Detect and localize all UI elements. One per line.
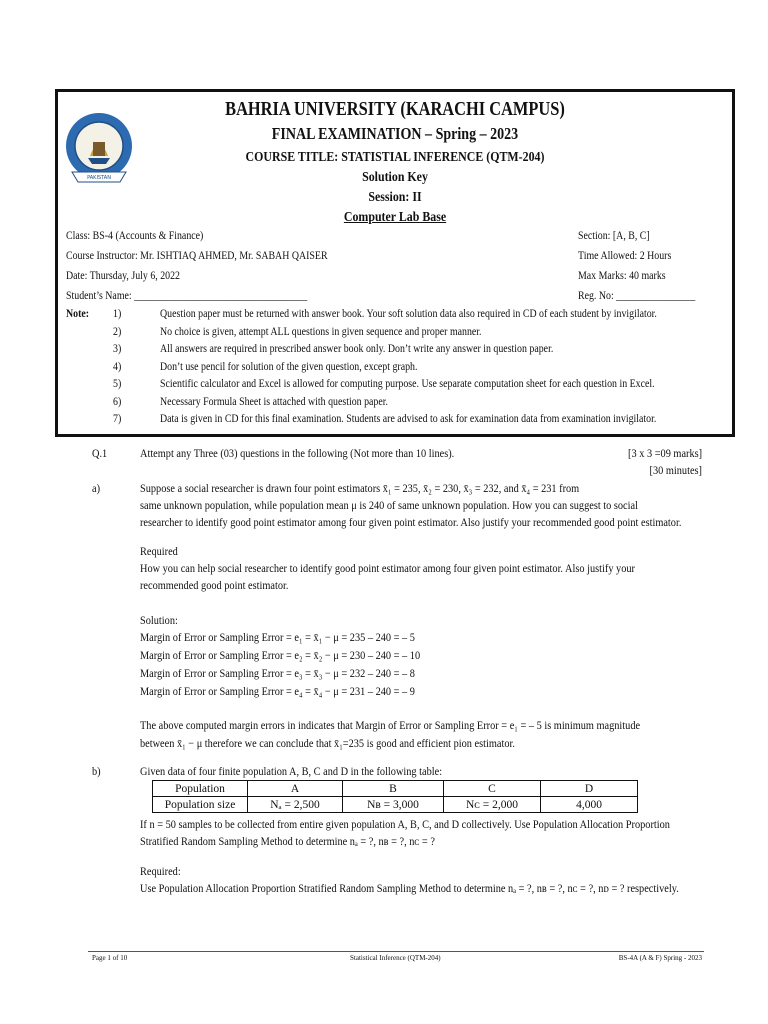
note-num: 6) xyxy=(113,396,122,408)
part-a-text: same unknown population, while population mean μ is 240 of same unknown population. How you can suggest to social xyxy=(140,498,638,512)
note-text: No choice is given, attempt ALL questions in given sequence and proper manner. xyxy=(160,326,482,338)
note-num: 1) xyxy=(113,308,122,320)
population-table xyxy=(152,780,638,813)
part-b-question: If n = 50 samples to be collected from entire given population A, B, C, and D collectively. Use Population Allocation Proportion xyxy=(140,817,670,831)
table-cell: Nʙ = 3,000 xyxy=(343,797,444,813)
note-text: Don’t use pencil for solution of the given question, except graph. xyxy=(160,361,418,373)
note-text: Data is given in CD for this final examination. Students are advised to ask for examination data from examination invigilator. xyxy=(160,413,657,425)
table-cell: A xyxy=(248,781,343,797)
table-cell: C xyxy=(444,781,541,797)
required-text: Use Population Allocation Proportion Stratified Random Sampling Method to determine nₐ = ?, nʙ = ?, nᴄ = ?, nᴅ = ? respectively. xyxy=(140,881,679,895)
student-name-field: Student’s Name: ___________________________________ xyxy=(66,290,308,302)
table-row xyxy=(153,781,638,797)
question-instruction: Attempt any Three (03) questions in the following (Not more than 10 lines). xyxy=(140,446,455,460)
conclusion-text: between x̄₁ − μ therefore we can conclude that x̄₁=235 is good and efficient pion estimator. xyxy=(140,736,515,750)
exam-title: FINAL EXAMINATION – Spring – 2023 xyxy=(271,124,519,143)
part-a-label: a) xyxy=(92,481,101,495)
question-minutes: [30 minutes] xyxy=(649,463,702,477)
mode-title: Computer Lab Base xyxy=(343,210,447,225)
solution-line: Margin of Error or Sampling Error = e₁ = x̄₁ − μ = 235 – 240 = – 5 xyxy=(140,630,415,644)
part-b-question: Stratified Random Sampling Method to determine nₐ = ?, nʙ = ?, nᴄ = ? xyxy=(140,834,435,848)
solution-key-title: Solution Key xyxy=(362,170,428,185)
solution-line: Margin of Error or Sampling Error = e₄ = x̄₄ − μ = 231 – 240 = – 9 xyxy=(140,684,415,698)
class-info: Class: BS-4 (Accounts & Finance) xyxy=(66,230,204,242)
solution-label: Solution: xyxy=(140,613,178,627)
table-cell: Population size xyxy=(153,797,248,813)
footer-course: Statistical Inference (QTM-204) xyxy=(350,954,441,962)
session-title: Session: II xyxy=(368,190,422,205)
part-a-text: Suppose a social researcher is drawn four point estimators x̄₁ = 235, x̄₂ = 230, x̄₃ = 232, and x̄₄ = 231 from xyxy=(140,481,580,495)
footer-divider xyxy=(88,951,704,952)
solution-line: Margin of Error or Sampling Error = e₃ = x̄₃ − μ = 232 – 240 = – 8 xyxy=(140,666,415,680)
reg-no-field: Reg. No: ________________ xyxy=(578,290,696,302)
note-text: Necessary Formula Sheet is attached with question paper. xyxy=(160,396,388,408)
note-text: Scientific calculator and Excel is allowed for computing purpose. Use separate computation sheet for each question in Excel. xyxy=(160,378,655,390)
required-label: Required xyxy=(140,544,178,558)
part-b-intro: Given data of four finite population A, B, C and D in the following table: xyxy=(140,764,443,778)
note-num: 7) xyxy=(113,413,122,425)
footer-term: BS-4A (A & F) Spring - 2023 xyxy=(618,954,702,962)
time-info: Time Allowed: 2 Hours xyxy=(578,250,672,262)
note-label: Note: xyxy=(66,308,90,320)
course-title: COURSE TITLE: STATISTIAL INFERENCE (QTM-204) xyxy=(245,150,545,165)
footer-page: Page 1 of 10 xyxy=(92,954,128,962)
solution-line: Margin of Error or Sampling Error = e₂ = x̄₂ − μ = 230 – 240 = – 10 xyxy=(140,648,421,662)
marks-info: Max Marks: 40 marks xyxy=(578,270,666,282)
conclusion-text: The above computed margin errors in indicates that Margin of Error or Sampling Error = e₁ = – 5 is minimum magnitude xyxy=(140,718,641,732)
note-text: All answers are required in prescribed answer book only. Don’t write any answer in question paper. xyxy=(160,343,554,355)
table-cell: 4,000 xyxy=(541,797,638,813)
university-title: BAHRIA UNIVERSITY (KARACHI CAMPUS) xyxy=(225,98,565,120)
required-label: Required: xyxy=(140,864,181,878)
note-num: 4) xyxy=(113,361,122,373)
part-b-label: b) xyxy=(92,764,101,778)
note-num: 5) xyxy=(113,378,122,390)
table-row xyxy=(153,797,638,813)
instructor-info: Course Instructor: Mr. ISHTIAQ AHMED, Mr. SABAH QAISER xyxy=(66,250,328,262)
table-cell: D xyxy=(541,781,638,797)
required-text: How you can help social researcher to identify good point estimator among four given point estimator. Also justify your xyxy=(140,561,635,575)
note-num: 2) xyxy=(113,326,122,338)
question-number: Q.1 xyxy=(92,446,108,460)
question-marks: [3 x 3 =09 marks] xyxy=(627,446,702,460)
required-text: recommended good point estimator. xyxy=(140,578,289,592)
table-cell: B xyxy=(343,781,444,797)
note-text: Question paper must be returned with answer book. Your soft solution data also required in CD of each student by invigilator. xyxy=(160,308,657,320)
table-cell: Nᴄ = 2,000 xyxy=(444,797,541,813)
part-a-text: researcher to identify good point estimator among four given point estimator. Also justify your recommended good point estimator. xyxy=(140,515,682,529)
section-info: Section: [A, B, C] xyxy=(578,230,650,242)
svg-text:PAKISTAN: PAKISTAN xyxy=(87,175,111,181)
date-info: Date: Thursday, July 6, 2022 xyxy=(66,270,181,282)
table-cell: Nₐ = 2,500 xyxy=(248,797,343,813)
table-cell: Population xyxy=(153,781,248,797)
note-num: 3) xyxy=(113,343,122,355)
